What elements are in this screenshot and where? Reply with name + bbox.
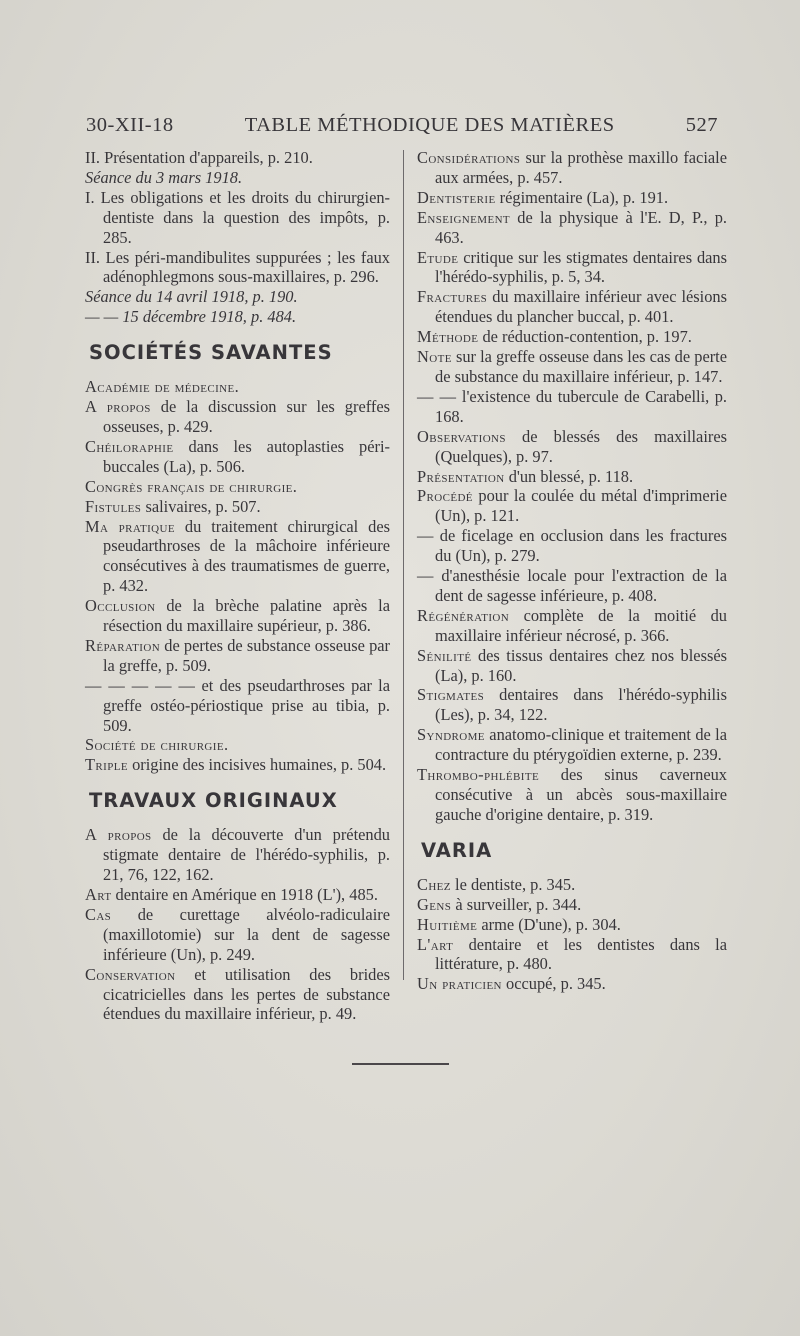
index-entry (85, 517, 390, 597)
index-entry (85, 437, 390, 477)
entry-lead: Cas (85, 904, 112, 924)
entry-text: dentaires dans l'hérédo-syphilis (Les), p. 34, 122. (435, 685, 727, 725)
index-entry (417, 875, 727, 895)
entry-lead: Régénération (417, 605, 510, 625)
entry-text: d'un blessé, p. 118. (508, 466, 634, 486)
entry-lead: Fistules (85, 496, 142, 516)
index-entry (85, 377, 390, 397)
entry-text: complète de la moitié du maxillaire inférieur nécrosé, p. 366. (435, 605, 727, 645)
entry-text: de ficelage en occlusion dans les fractures du (Un), p. 279. (435, 526, 727, 566)
index-entry: I. Les obligations et les droits du chirurgien-dentiste dans la question des impôts, p. 285. (85, 187, 390, 247)
entry-lead: — (417, 566, 434, 586)
entry-lead: Fractures (417, 287, 488, 307)
entry-text: sur la prothèse maxillo faciale aux armées, p. 457. (435, 148, 727, 187)
index-entry: — — 15 décembre 1918, p. 484. (85, 307, 297, 327)
index-entry (417, 387, 727, 427)
societes-entries (85, 377, 390, 775)
entry-text: du traitement chirurgical des pseudarthroses de la mâchoire inférieure consécutives à des traumatismes de guerre, p. 432. (103, 516, 390, 596)
entry-lead: — — — — — (85, 675, 196, 695)
index-entry (85, 885, 390, 905)
entry-lead: Etude (417, 247, 459, 267)
entry-text: l'existence du tubercule de Carabelli, p. 168. (435, 386, 727, 426)
index-entry (85, 397, 390, 437)
entry-text: de la découverte d'un prétendu stigmate dentaire de l'hérédo-syphilis, p. 21, 76, 122, 162. (103, 825, 390, 885)
entry-text: de la physique à l'E. D, P., p. 463. (435, 207, 727, 247)
entry-lead: Méthode (417, 327, 479, 347)
index-entry (417, 347, 727, 387)
entry-lead: Congrès français de chirurgie. (85, 476, 298, 496)
entry-text: dentaire en Amérique en 1918 (L'), 485. (115, 885, 378, 904)
index-entry (417, 915, 727, 935)
index-entry (85, 905, 390, 965)
entry-text: sur la greffe osseuse dans les cas de perte de substance du maxillaire inférieur, p. 147. (435, 347, 727, 386)
right-column (417, 148, 727, 994)
entry-text: de réduction-contention, p. 197. (482, 327, 692, 347)
entry-text: dans les autoplasties péri-buccales (La), p. 506. (103, 436, 390, 476)
entry-lead: Note (417, 347, 452, 367)
entry-lead: Observations (417, 426, 506, 446)
entry-text: à surveiller, p. 344. (455, 894, 582, 914)
index-entry: II. Les péri-mandibulites suppurées ; les faux adénophlegmons sous-maxillaires, p. 296. (85, 247, 390, 287)
index-entry (417, 486, 727, 526)
index-entry (85, 735, 390, 755)
index-entry (417, 427, 727, 467)
index-entry (417, 526, 727, 566)
entry-lead: Procédé (417, 486, 473, 506)
entry-text: régimentaire (La), p. 191. (499, 187, 669, 207)
index-entry (417, 188, 727, 208)
index-entry (417, 208, 727, 248)
entry-lead: A propos (85, 397, 151, 417)
end-rule (352, 1063, 449, 1065)
index-entry (417, 725, 727, 765)
entry-lead: Chez (417, 874, 451, 894)
entry-lead: Un praticien (417, 974, 502, 994)
entry-text: le dentiste, p. 345. (455, 874, 576, 894)
index-entry (417, 248, 727, 288)
entry-lead: Réparation (85, 635, 161, 655)
entry-lead: Chéiloraphie (85, 436, 174, 456)
travaux-entries (85, 825, 390, 1024)
heading-varia: VARIA (421, 838, 493, 862)
entry-lead: Huitième (417, 914, 478, 934)
entry-lead: Ma pratique (85, 516, 175, 536)
header-date: 30-XII-18 (86, 114, 174, 136)
entry-text: et utilisation des brides cicatricielles dans les pertes de substance étendues du maxillaire inférieur, p. 49. (103, 964, 390, 1024)
entry-text: d'anesthésie locale pour l'extraction de la dent de sagesse inférieure, p. 408. (435, 566, 727, 605)
entry-lead: Gens (417, 894, 452, 914)
index-entry (417, 467, 727, 487)
entry-lead: Syndrome (417, 725, 485, 745)
entry-text: de la discussion sur les greffes osseuses, p. 429. (103, 397, 391, 436)
entry-text: anatomo-clinique et traitement de la contracture du ptérygoïdien externe, p. 239. (435, 725, 727, 765)
entry-text: et des pseudarthroses par la greffe ostéo-périostique prise au tibia, p. 509. (103, 675, 390, 735)
index-entry: II. Présentation d'appareils, p. 210. (85, 148, 313, 167)
entry-text: occupé, p. 345. (506, 974, 606, 994)
entry-lead: Art (85, 885, 112, 904)
entry-text: dentaire et les dentistes dans la littérature, p. 480. (435, 934, 727, 974)
entry-text: de pertes de substance osseuse par la greffe, p. 509. (103, 635, 390, 675)
entry-text: des sinus caverneux consécutive à un abcès sous-maxillaire gauche d'origine dentaire, p. 319. (435, 765, 727, 824)
entry-lead: Enseignement (417, 207, 511, 227)
entry-lead: Stigmates (417, 685, 485, 705)
running-head (86, 114, 718, 137)
index-entry (85, 965, 390, 1025)
index-entry (417, 327, 727, 347)
left-top-entries (85, 148, 390, 327)
varia-entries (417, 875, 727, 994)
entry-text: de blessés des maxillaires (Quelques), p. 97. (435, 426, 727, 466)
entry-text: pour la coulée du métal d'imprimerie (Un), p. 121. (435, 486, 727, 526)
right-entries (417, 148, 727, 825)
entry-text: arme (D'une), p. 304. (481, 914, 621, 934)
entry-lead: — — (417, 386, 457, 406)
index-entry (85, 636, 390, 676)
page-number: 527 (685, 114, 718, 136)
entry-text: origine des incisives humaines, p. 504. (132, 755, 387, 775)
entry-lead: — (417, 526, 434, 546)
index-entry: Séance du 3 mars 1918. (85, 167, 243, 187)
entry-text: de la brèche palatine après la résection du maxillaire supérieur, p. 386. (103, 596, 390, 636)
index-entry (417, 287, 727, 327)
entry-lead: Dentisterie (417, 187, 496, 207)
index-entry (417, 935, 727, 975)
index-entry (417, 606, 727, 646)
left-column (85, 148, 390, 1024)
index-entry (417, 646, 727, 686)
index-entry (85, 497, 390, 517)
heading-societes-savantes: SOCIÉTÉS SAVANTES (89, 341, 333, 365)
index-entry (417, 566, 727, 606)
entry-lead: L'art (417, 934, 454, 954)
entry-lead: Sénilité (417, 645, 472, 665)
index-entry (417, 895, 727, 915)
entry-text: des tissus dentaires chez nos blessés (La), p. 160. (435, 645, 727, 685)
entry-lead: Conservation (85, 964, 176, 984)
index-entry: Séance du 14 avril 1918, p. 190. (85, 287, 298, 307)
index-entry (417, 974, 727, 994)
entry-lead: Occlusion (85, 596, 156, 616)
entry-lead: Société de chirurgie. (85, 735, 229, 755)
index-entry (417, 685, 727, 725)
entry-lead: Académie de médecine. (85, 377, 240, 397)
entry-text: du maxillaire inférieur avec lésions étendues du plancher buccal, p. 401. (435, 287, 727, 327)
index-entry (85, 755, 390, 775)
index-entry (85, 477, 390, 497)
index-entry (85, 676, 390, 736)
entry-lead: Triple (85, 755, 128, 775)
entry-text: de curettage alvéolo-radiculaire (maxillotomie) sur la dent de sagesse inférieure (Un), p. 249. (103, 904, 390, 964)
entry-lead: Thrombo-phlébite (417, 765, 540, 785)
index-entry (417, 765, 727, 825)
heading-travaux-originaux: TRAVAUX ORIGINAUX (89, 789, 338, 813)
index-entry (417, 148, 727, 188)
entry-lead: Présentation (417, 466, 505, 486)
entry-lead: Considérations (417, 148, 521, 167)
entry-text: salivaires, p. 507. (145, 496, 261, 516)
index-entry (85, 825, 390, 885)
header-title: TABLE MÉTHODIQUE DES MATIÈRES (244, 114, 615, 136)
column-divider (403, 150, 404, 980)
entry-lead: A propos (85, 825, 152, 845)
index-entry (85, 596, 390, 636)
entry-text: critique sur les stigmates dentaires dans l'hérédo-syphilis, p. 5, 34. (435, 247, 727, 287)
